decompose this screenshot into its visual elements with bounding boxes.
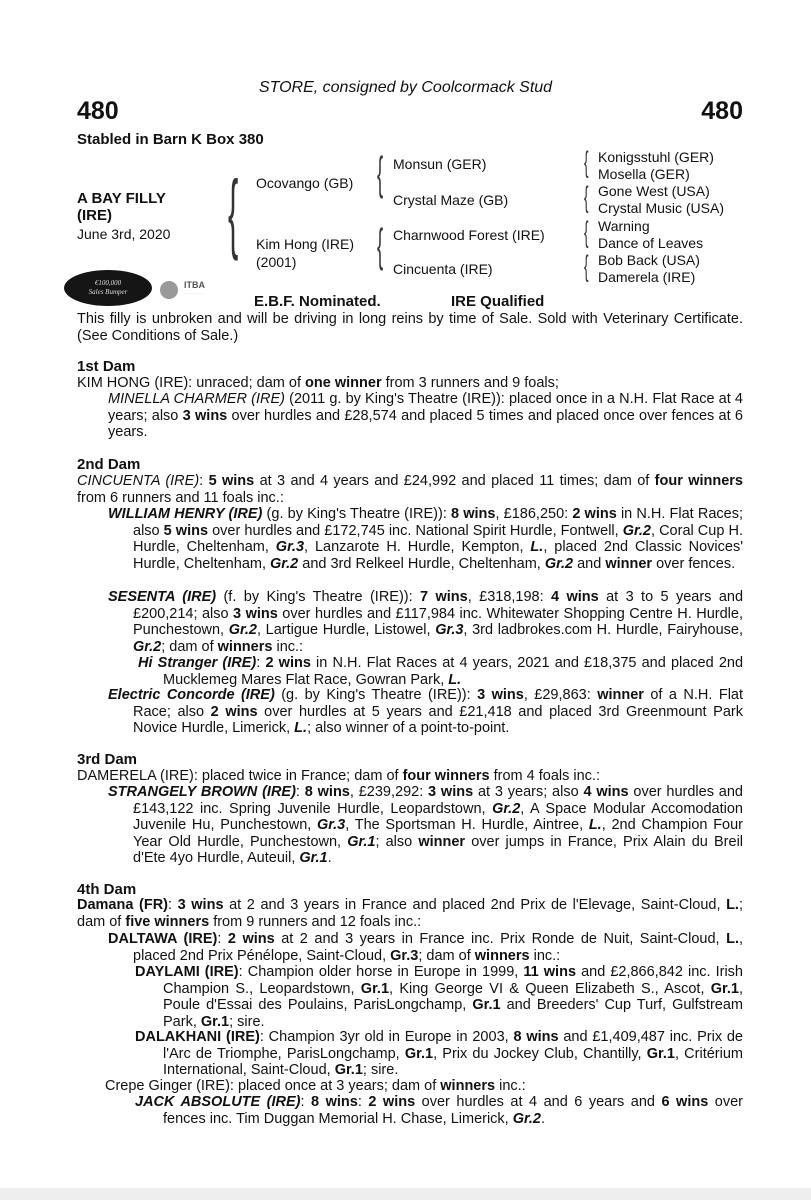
dam2-hi-stranger: Hi Stranger (IRE): 2 wins in N.H. Flat Races at 4 years, 2021 and £18,375 and placed 2nd Mucklemeg Mares Flat Race, Gowran Park, L. — [138, 655, 744, 688]
dam2-intro: CINCUENTA (IRE): 5 wins at 3 and 4 years and £24,992 and placed 11 times; dam of four winners from 6 runners and 11 foals inc.: — [77, 473, 743, 506]
pedigree-brace: { — [228, 162, 239, 261]
dam3-intro: DAMERELA (IRE): placed twice in France; dam of four winners from 4 foals inc.: — [77, 768, 600, 784]
dam3-strangely-brown: STRANGELY BROWN (IRE): 8 wins, £239,292: 3 wins at 3 years; also 4 wins over hurdles and £143,122 inc. Spring Juvenile Hurdle, Leopardstown, Gr.2, A Space Modular Accomodation Juvenile Hu, Punchestown, Gr.3, The Sportsman H. Hurdle, Aintree, L., 2nd Champion Four Year Old Hurdle, Punchestown, Gr.1; also winner over jumps in France, Prix Alain du Breil d'Ete 4yo Hurdle, Auteuil, Gr.1. — [108, 784, 744, 867]
brace-4: { — [584, 250, 589, 283]
brace-3: { — [584, 216, 589, 249]
dam-dam: Cincuenta (IRE) — [393, 261, 493, 277]
lot-number-left: 480 — [77, 97, 119, 125]
dam4-crepe-ginger: Crepe Ginger (IRE): placed once at 3 years; dam of winners inc.: — [105, 1078, 526, 1094]
itba-logo — [160, 279, 248, 301]
horse-name: A BAY FILLY — [77, 190, 166, 207]
footer-strip — [0, 1188, 811, 1200]
sire-brace: { — [377, 147, 384, 199]
brace-1: { — [584, 146, 589, 179]
heading-4th-dam: 4th Dam — [77, 881, 137, 898]
horse-foaled: June 3rd, 2020 — [77, 226, 171, 242]
dam4-intro: Damana (FR): 3 wins at 2 and 3 years in France and placed 2nd Prix de l'Elevage, Saint-Cloud, L.; dam of five winners from 9 runners and 12 foals inc.: — [77, 897, 743, 930]
lot-number-right: 480 — [701, 97, 743, 125]
dam4-jack-absolute: JACK ABSOLUTE (IRE): 8 wins: 2 wins over hurdles at 4 and 6 years and 6 wins over fences inc. Tim Duggan Memorial H. Chase, Limerick, Gr.2. — [135, 1094, 743, 1127]
brace-2: { — [584, 181, 589, 214]
dam4-dalakhani: DALAKHANI (IRE): Champion 3yr old in Europe in 2003, 8 wins and £1,409,487 inc. Prix de l'Arc de Triomphe, ParisLongchamp, Gr.1, Prix du Jockey Club, Chantilly, Gr.1, Critérium International, Saint-Cloud, Gr.1; sire. — [135, 1029, 743, 1079]
sire-sire-dam: Mosella (GER) — [598, 166, 690, 182]
dam-dam-dam: Damerela (IRE) — [598, 269, 696, 285]
sire-sire-sire: Konigsstuhl (GER) — [598, 149, 714, 165]
intro-paragraph: This filly is unbroken and will be driving in long reins by time of Sale. Sold with Veterinary Certificate. (See Conditions of Sale.) — [77, 311, 743, 344]
sire-dam-sire: Gone West (USA) — [598, 183, 710, 199]
heading-3rd-dam: 3rd Dam — [77, 751, 138, 768]
ire-qualified: IRE Qualified — [451, 293, 545, 310]
dam-sire-dam: Dance of Leaves — [598, 235, 704, 251]
dam2-electric-concorde: Electric Concorde (IRE) (g. by King's Theatre (IRE)): 3 wins, £29,863: winner of a N.H. Flat Race; also 2 wins over hurdles at 5 years and £21,418 and placed 3rd Greenmount Park Novice Hurdle, Limerick, L.; also winner of a point-to-point. — [108, 687, 744, 737]
dam-sire: Charnwood Forest (IRE) — [393, 227, 545, 243]
dam-year: (2001) — [256, 254, 297, 270]
dam: Kim Hong (IRE) — [256, 236, 355, 252]
dam-brace: { — [377, 219, 384, 271]
sales-bumper-logo — [64, 270, 152, 306]
itba-emblem-icon — [160, 281, 178, 299]
sales-bumper-amount: €100,000 — [94, 279, 122, 287]
heading-1st-dam: 1st Dam — [77, 358, 136, 375]
dam-dam-sire: Bob Back (USA) — [598, 252, 700, 268]
dam2-sesenta: SESENTA (IRE) (f. by King's Theatre (IRE)): 7 wins, £318,198: 4 wins at 3 to 5 years and £200,214; also 3 wins over hurdles and £117,984 inc. Whitewater Shopping Centre H. Hurdle, Punchestown, Gr.2, Lartigue Hurdle, Listowel, Gr.3, 3rd ladbrokes.com H. Hurdle, Fairyhouse, Gr.2; dam of winners inc.: — [108, 589, 744, 655]
itba-text: ITBA — [184, 280, 205, 290]
sire-dam-dam: Crystal Music (USA) — [598, 200, 725, 216]
sire-sire: Monsun (GER) — [393, 156, 487, 172]
dam2-william-henry: WILLIAM HENRY (IRE) (g. by King's Theatre (IRE)): 8 wins, £186,250: 2 wins in N.H. Flat Races; also 5 wins over hurdles and £172,745 inc. National Spirit Hurdle, Fontwell, Gr.2, Coral Cup H. Hurdle, Cheltenham, Gr.3, Lanzarote H. Hurdle, Kempton, L., placed 2nd Classic Novices' Hurdle, Cheltenham, Gr.2 and 3rd Relkeel Hurdle, Cheltenham, Gr.2 and winner over fences. — [108, 506, 743, 572]
sales-bumper-text: Sales Bumper — [88, 288, 128, 296]
itba-subtext: · · · · · · · — [184, 291, 204, 297]
horse-country: (IRE) — [77, 207, 112, 224]
sire-dam: Crystal Maze (GB) — [393, 192, 509, 208]
dam-sire-sire: Warning — [598, 218, 650, 234]
dam4-daylami: DAYLAMI (IRE): Champion older horse in Europe in 1999, 11 wins and £2,866,842 inc. Irish Champion S., Leopardstown, Gr.1, King George VI & Queen Elizabeth S., Ascot, Gr.1, Poule d'Essai des Poulains, ParisLongchamp, Gr.1 and Breeders' Cup Turf, Gulfstream Park, Gr.1; sire. — [135, 964, 744, 1030]
dam1-intro: KIM HONG (IRE): unraced; dam of one winner from 3 runners and 9 foals; — [77, 375, 559, 391]
sire: Ocovango (GB) — [256, 175, 354, 191]
stabled-location: Stabled in Barn K Box 380 — [77, 131, 264, 148]
dam4-daltawa: DALTAWA (IRE): 2 wins at 2 and 3 years in France inc. Prix Ronde de Nuit, Saint-Cloud, L., placed 2nd Prix Pénélope, Saint-Cloud, Gr.3; dam of winners inc.: — [108, 931, 744, 964]
heading-2nd-dam: 2nd Dam — [77, 456, 141, 473]
consignor-line: STORE, consigned by Coolcormack Stud — [258, 79, 553, 96]
dam1-progeny-1: MINELLA CHARMER (IRE) (2011 g. by King's Theatre (IRE)): placed once in a N.H. Flat Race at 4 years; also 3 wins over hurdles and £28,574 and placed 5 times and placed once over fences at 6 years. — [108, 391, 743, 441]
ebf-nominated: E.B.F. Nominated. — [254, 293, 381, 310]
